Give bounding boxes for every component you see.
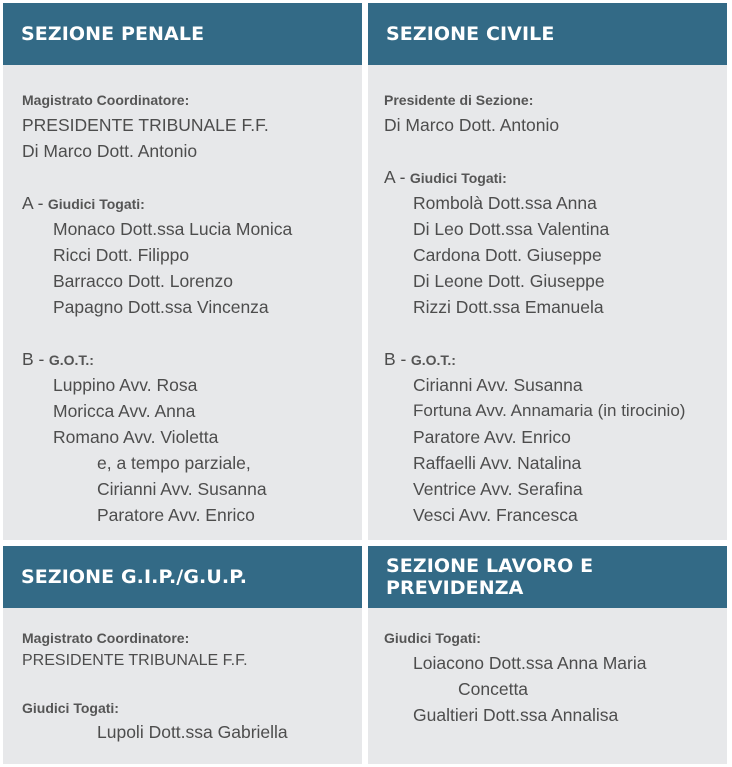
- group-a-heading: [22, 193, 145, 214]
- panel-sezione-lavoro: [368, 546, 727, 764]
- coordinator-role: PRESIDENTE TRIBUNALE F.F.: [22, 115, 269, 135]
- list-item: Moricca Avv. Anna: [53, 401, 196, 421]
- group-a-heading: [384, 167, 507, 188]
- list-item: Ventrice Avv. Serafina: [413, 479, 583, 499]
- list-item: Fortuna Avv. Annamaria (in tirocinio): [413, 401, 686, 420]
- coordinator-label: Magistrato Coordinatore:: [22, 92, 190, 108]
- panel-sezione-civile: [368, 3, 727, 540]
- list-item: Paratore Avv. Enrico: [97, 505, 255, 525]
- list-item-continuation: Concetta: [458, 679, 529, 699]
- president-label: Presidente di Sezione:: [384, 92, 534, 108]
- panel-title: SEZIONE G.I.P./G.U.P.: [3, 546, 362, 608]
- list-item: Papagno Dott.ssa Vincenza: [53, 297, 269, 317]
- list-item: Cardona Dott. Giuseppe: [413, 245, 602, 265]
- togati-label: Giudici Togati:: [22, 700, 119, 716]
- group-a-prefix: A -: [22, 193, 44, 213]
- list-item: Rombolà Dott.ssa Anna: [413, 193, 597, 213]
- list-item: Cirianni Avv. Susanna: [97, 479, 267, 499]
- president-name: Di Marco Dott. Antonio: [384, 115, 560, 135]
- group-b-prefix: B -: [384, 349, 407, 369]
- coordinator-role: PRESIDENTE TRIBUNALE F.F.: [22, 652, 248, 669]
- list-item: Vesci Avv. Francesca: [413, 505, 578, 525]
- group-b-heading: [384, 349, 456, 370]
- list-item: Ricci Dott. Filippo: [53, 245, 190, 265]
- panel-sezione-penale: [3, 3, 362, 540]
- part-time-label: e, a tempo parziale,: [97, 453, 251, 473]
- group-b-label: G.O.T.:: [410, 352, 456, 368]
- list-item: Rizzi Dott.ssa Emanuela: [413, 297, 604, 317]
- coordinator-label: Magistrato Coordinatore:: [22, 630, 190, 646]
- list-item: Monaco Dott.ssa Lucia Monica: [53, 219, 293, 239]
- panel-sezione-gip-gup: [3, 546, 362, 764]
- panel-title: SEZIONE PENALE: [3, 3, 362, 65]
- list-item: Di Leone Dott. Giuseppe: [413, 271, 605, 291]
- panel-title: SEZIONE CIVILE: [368, 3, 727, 65]
- list-item: Di Leo Dott.ssa Valentina: [413, 219, 610, 239]
- group-b-heading: [22, 349, 94, 370]
- list-item: Barracco Dott. Lorenzo: [53, 271, 233, 291]
- list-item: Paratore Avv. Enrico: [413, 427, 571, 447]
- group-b-prefix: B -: [22, 349, 45, 369]
- group-b-label: G.O.T.:: [48, 352, 94, 368]
- list-item: Cirianni Avv. Susanna: [413, 375, 583, 395]
- list-item: Loiacono Dott.ssa Anna Maria: [413, 653, 647, 673]
- togati-label: Giudici Togati:: [384, 630, 481, 646]
- panel-title: SEZIONE LAVORO E PREVIDENZA: [368, 546, 727, 608]
- coordinator-name: Di Marco Dott. Antonio: [22, 141, 198, 161]
- list-item: Gualtieri Dott.ssa Annalisa: [413, 705, 619, 725]
- list-item: Raffaelli Avv. Natalina: [413, 453, 582, 473]
- list-item: Romano Avv. Violetta: [53, 427, 219, 447]
- list-item: Luppino Avv. Rosa: [53, 375, 198, 395]
- group-a-prefix: A -: [384, 167, 406, 187]
- list-item: Lupoli Dott.ssa Gabriella: [97, 722, 288, 742]
- group-a-label: Giudici Togati:: [409, 170, 507, 186]
- group-a-label: Giudici Togati:: [47, 196, 145, 212]
